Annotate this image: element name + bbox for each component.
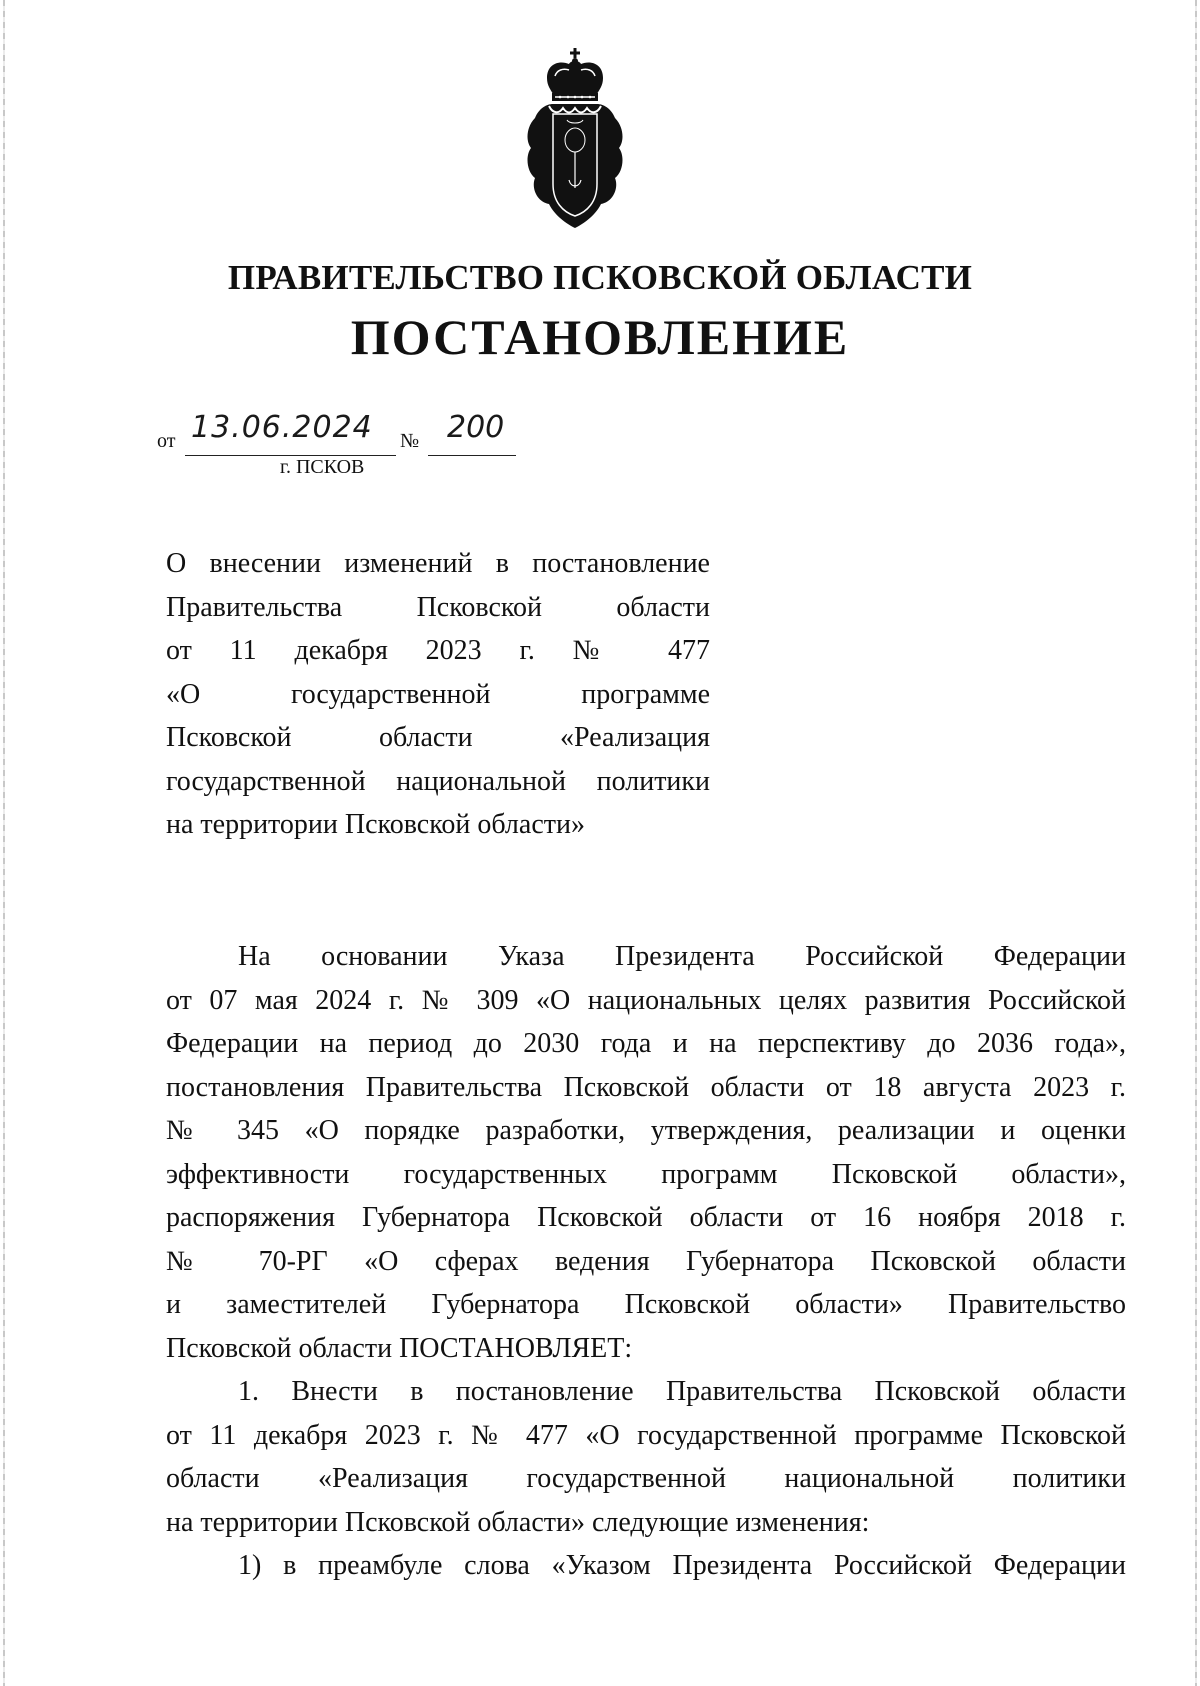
body-line: и заместителей Губернатора Псковской области» Правительство — [166, 1289, 1126, 1320]
document-subject — [166, 542, 710, 847]
body-line: от 07 мая 2024 г. № 309 «О национальных целях развития Российской — [166, 984, 1126, 1016]
city-label: г. ПСКОВ — [280, 456, 365, 478]
number-sign: № — [400, 430, 420, 452]
subject-line: «О государственной программе — [166, 678, 710, 710]
body-line: эффективности государственных программ Псковской области», — [166, 1158, 1126, 1190]
handwritten-date: 13.06.2024 — [191, 410, 373, 445]
body-line: Федерации на период до 2030 года и на перспективу до 2036 года», — [166, 1028, 1126, 1059]
date-prefix: от — [157, 430, 176, 452]
scan-edge-right — [1195, 0, 1197, 1686]
body-line: распоряжения Губернатора Псковской области от 16 ноября 2018 г. — [166, 1202, 1126, 1233]
body-line: 1) в преамбуле слова «Указом Президента Российской Федерации — [238, 1550, 1126, 1581]
number-underline — [428, 455, 516, 456]
subject-line: Правительства Псковской области — [166, 591, 710, 623]
body-line: № 70-РГ «О сферах ведения Губернатора Псковской области — [166, 1245, 1126, 1277]
body-line: 1. Внести в постановление Правительства Псковской области — [238, 1376, 1126, 1407]
subject-line: на территории Псковской области» — [166, 809, 585, 840]
body-line: На основании Указа Президента Российской Федерации — [238, 941, 1126, 972]
body-line: на территории Псковской области» следующие изменения: — [166, 1506, 870, 1538]
body-line: Псковской области ПОСТАНОВЛЯЕТ: — [166, 1332, 633, 1364]
document-body — [166, 935, 1126, 1588]
subject-line: Псковской области «Реализация — [166, 722, 710, 753]
organization-title: ПРАВИТЕЛЬСТВО ПСКОВСКОЙ ОБЛАСТИ — [227, 258, 973, 297]
body-line: постановления Правительства Псковской области от 18 августа 2023 г. — [166, 1071, 1126, 1103]
body-line: от 11 декабря 2023 г. № 477 «О государственной программе Псковской — [166, 1419, 1126, 1451]
date-number-line — [155, 410, 535, 480]
subject-line: от 11 декабря 2023 г. № 477 — [166, 635, 710, 666]
document-type-title: ПОСТАНОВЛЕНИЕ — [350, 309, 850, 365]
coat-of-arms-icon — [525, 48, 625, 230]
subject-line: государственной национальной политики — [166, 765, 710, 797]
body-line: области «Реализация государственной национальной политики — [166, 1463, 1126, 1494]
subject-line: О внесении изменений в постановление — [166, 548, 710, 579]
handwritten-number: 200 — [447, 410, 505, 445]
scan-edge-left — [3, 0, 5, 1686]
body-line: № 345 «О порядке разработки, утверждения, реализации и оценки — [166, 1115, 1126, 1146]
